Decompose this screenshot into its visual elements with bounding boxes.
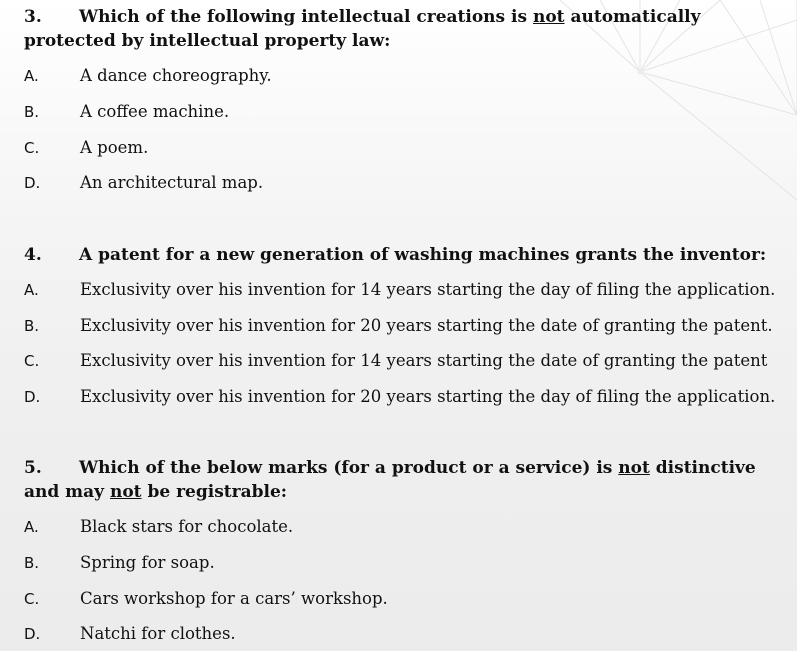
question-3-option-a xyxy=(24,65,272,87)
question-3-option-b xyxy=(24,101,229,123)
question-4-option-d xyxy=(24,386,775,408)
question-5-text-part1: Which of the below marks (for a product or a service) is xyxy=(79,458,619,478)
question-4-heading xyxy=(24,243,769,267)
option-text: Natchi for clothes. xyxy=(80,624,236,643)
option-text: Exclusivity over his invention for 14 years starting the day of filing the application. xyxy=(80,280,776,299)
option-letter: C. xyxy=(24,352,40,370)
option-text: Spring for soap. xyxy=(80,553,215,572)
option-text: A poem. xyxy=(80,138,149,157)
option-letter: D. xyxy=(24,388,41,406)
option-text: A dance choreography. xyxy=(80,66,272,85)
option-letter: B. xyxy=(24,554,40,572)
option-letter: A. xyxy=(24,281,39,299)
option-text: Cars workshop for a cars’ workshop. xyxy=(80,589,388,608)
question-3-text-part2: automatically protected by intellectual property law: xyxy=(24,7,701,51)
option-letter: B. xyxy=(24,317,40,335)
question-5-option-b xyxy=(24,552,215,574)
option-letter: C. xyxy=(24,590,40,608)
question-3-number: 3. xyxy=(24,7,42,27)
question-5-text-part3: be registrable: xyxy=(141,482,288,502)
question-4-number: 4. xyxy=(24,245,42,265)
question-4-option-b xyxy=(24,315,773,337)
option-letter: A. xyxy=(24,67,39,85)
question-3-text-emphasis: not xyxy=(532,7,565,27)
option-text: Black stars for chocolate. xyxy=(80,517,294,536)
question-5-option-a xyxy=(24,516,293,538)
question-3-option-c xyxy=(24,137,148,159)
question-4-text: A patent for a new generation of washing machines grants the inventor: xyxy=(79,245,767,265)
question-4-option-a xyxy=(24,279,775,301)
option-letter: D. xyxy=(24,174,41,192)
option-text: Exclusivity over his invention for 20 years starting the date of granting the patent. xyxy=(80,316,773,335)
question-3-option-d xyxy=(24,172,263,194)
question-3-heading xyxy=(24,5,769,53)
option-text: Exclusivity over his invention for 20 years starting the day of filing the application. xyxy=(80,387,776,406)
option-text: A coffee machine. xyxy=(80,102,230,121)
option-text: Exclusivity over his invention for 14 years starting the date of granting the patent xyxy=(80,351,768,370)
option-letter: C. xyxy=(24,139,40,157)
option-letter: D. xyxy=(24,625,41,643)
question-4-option-c xyxy=(24,350,767,372)
question-5-text-part2: distinctive and may xyxy=(24,458,756,502)
question-5-text-emphasis-1: not xyxy=(618,458,650,478)
option-text: An architectural map. xyxy=(80,173,264,192)
question-5-option-d xyxy=(24,623,236,645)
question-5-heading xyxy=(24,456,769,504)
question-5-number: 5. xyxy=(24,458,42,478)
question-5-option-c xyxy=(24,588,388,610)
question-3-text-part1: Which of the following intellectual creations is xyxy=(79,7,533,27)
option-letter: B. xyxy=(24,103,40,121)
option-letter: A. xyxy=(24,518,39,536)
question-5-text-emphasis-2: not xyxy=(109,482,142,502)
